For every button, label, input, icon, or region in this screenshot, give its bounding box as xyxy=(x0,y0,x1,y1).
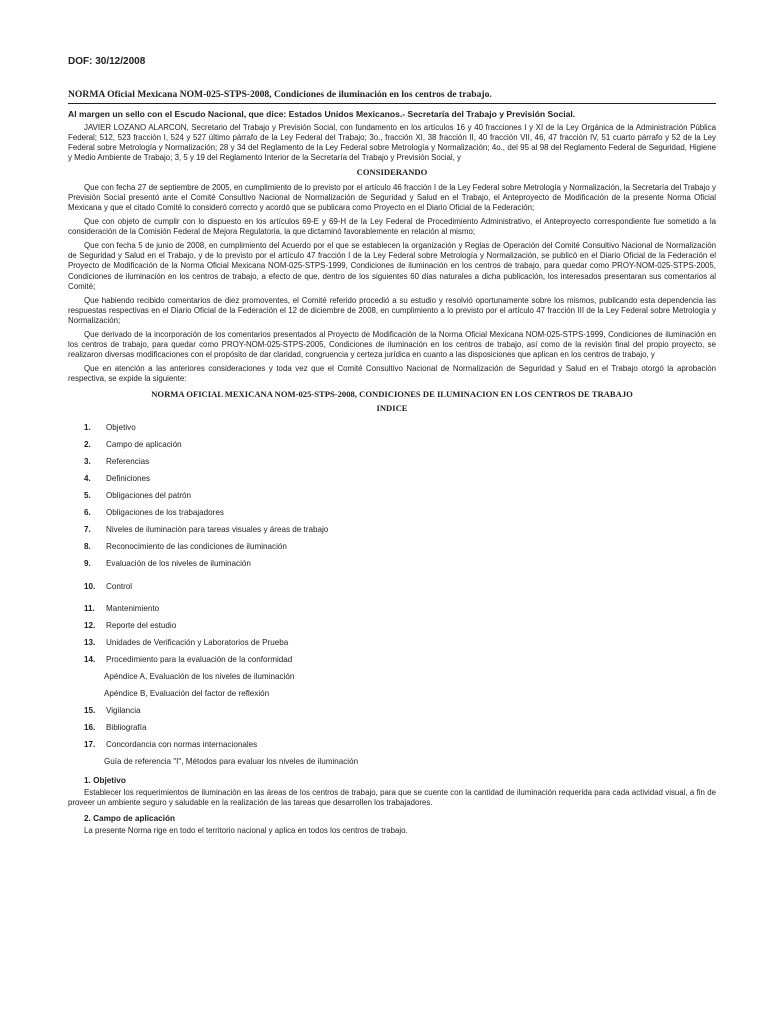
considerando-heading: CONSIDERANDO xyxy=(356,167,428,178)
index-item-number: 6. xyxy=(84,508,91,518)
index-item-number: 2. xyxy=(84,440,91,450)
intro-paragraph: JAVIER LOZANO ALARCON, Secretario del Trabajo y Previsión Social, con fundamento en los artículos 16 y 40 fracciones I y XI de la Ley Orgánica de la Administración Pública Federal; 512, 523 fracción I, 524 y 527 último párrafo de la Ley Federal del Trabajo; 3o., fracción XI, 38 fracción II, 40 fracción VII, 46, 47 fracción IV, 51 cuarto párrafo y 52 de la Ley Federal sobre Metrología y Normalización; 28 y 34 del Reglamento de la Ley Federal sobre Metrología y Normalización; 4o., del 95 al 98 del Reglamento Federal de Seguridad, Higiene y Medio Ambiente de Trabajo; 3, 5 y 19 del Reglamento Interior de la Secretaría del Trabajo y Previsión Social, y xyxy=(68,122,716,163)
index-item-label: Procedimiento para la evaluación de la conformidad xyxy=(106,655,293,665)
considerando-paragraph: Que con objeto de cumplir con lo dispuesto en los artículos 69-E y 69-H de la Ley Federal de Procedimiento Administrativo, el Anteproyecto correspondiente fue sometido a la consideración de la Comisión Federal de Mejora Regulatoria, la que dictaminó favorablemente en relación al mismo; xyxy=(68,216,716,237)
index-item-number: 1. xyxy=(84,423,91,433)
index-item xyxy=(68,487,716,504)
index-item-number: 9. xyxy=(84,559,91,569)
index-item-number: 5. xyxy=(84,491,91,501)
index-item xyxy=(68,651,716,668)
index-item xyxy=(68,504,716,521)
index-item-label: Referencias xyxy=(106,457,150,467)
index-item xyxy=(68,555,716,572)
norma-heading: NORMA OFICIAL MEXICANA NOM-025-STPS-2008, CONDICIONES DE ILUMINACION EN LOS CENTROS DE TRABAJO xyxy=(151,388,633,399)
index-item-number: 15. xyxy=(84,706,96,716)
index-item-label: Concordancia con normas internacionales xyxy=(106,740,258,750)
index-item xyxy=(68,538,716,555)
considerando-paragraph: Que derivado de la incorporación de los comentarios presentados al Proyecto de Modificación de la Norma Oficial Mexicana NOM-025-STPS-1999, Condiciones de iluminación en los centros de trabajo, para quedar como PROY-NOM-025-STPS-2005, Condiciones de iluminación en los centros de trabajo, así como de la revisión final del propio proyecto, se realizaron diversas modificaciones con el propósito de dar claridad, congruencia y certeza jurídica en cuanto a las disposiciones que aplican en los centros de trabajo, y xyxy=(68,330,716,360)
section-title-campo: 2. Campo de aplicación xyxy=(84,814,175,824)
index-subitem-label: Guía de referencia "I", Métodos para evaluar los niveles de iluminación xyxy=(104,757,359,767)
section-body-objetivo: Establecer los requerimientos de iluminación en las áreas de los centros de trabajo, para que se cuente con la cantidad de iluminación requerida para cada actividad visual, a fin de proveer un ambiente seguro y saludable en la realización de las tareas que desarrollen los trabajadores. xyxy=(68,788,716,808)
index-item-label: Unidades de Verificación y Laboratorios de Prueba xyxy=(106,638,289,648)
index-item-label: Definiciones xyxy=(106,474,151,484)
index-subitem xyxy=(68,753,716,770)
index-item-label: Vigilancia xyxy=(106,706,141,716)
index-item-label: Mantenimiento xyxy=(106,604,160,614)
dof-date: DOF: 30/12/2008 xyxy=(68,56,146,67)
considerando-paragraph: Que con fecha 27 de septiembre de 2005, en cumplimiento de lo previsto por el artículo 46 fracción I de la Ley Federal sobre Metrología y Normalización, la Secretaría del Trabajo y Previsión Social presentó ante el Comité Consultivo Nacional de Normalización de Seguridad y Salud en el Trabajo, el Anteproyecto de Modificación de la presente Norma Oficial Mexicana y que el citado Comité lo consideró correcto y acordó que se publicara como Proyecto en el Diario Oficial de la Federación; xyxy=(68,182,716,212)
index-item-number: 10. xyxy=(84,581,96,591)
considerando-paragraph: Que con fecha 5 de junio de 2008, en cumplimiento del Acuerdo por el que se establecen la organización y Reglas de Operación del Comité Consultivo Nacional de Normalización de Seguridad y Salud en el Trabajo, y de lo previsto por el artículo 47 fracción I de la Ley Federal sobre Metrología y Normalización, se publicó en el Diario Oficial de la Federación el Proyecto de Modificación de la Norma Oficial Mexicana NOM-025-STPS-1999, Condiciones de iluminación en los centros de trabajo, para quedar como PROY-NOM-025-STPS-2005, Condiciones de iluminación en los centros de trabajo, a efecto de que, dentro de los siguientes 60 días naturales a dicha publicación, los interesados presentaran sus comentarios al Comité; xyxy=(68,241,716,291)
index-item-number: 4. xyxy=(84,474,91,484)
index-item-label: Reporte del estudio xyxy=(106,621,177,631)
index-item xyxy=(68,702,716,719)
indice-heading: INDICE xyxy=(376,402,408,413)
document-title: NORMA Oficial Mexicana NOM-025-STPS-2008, Condiciones de iluminación en los centros de trabajo. xyxy=(68,89,716,104)
index-item-label: Reconocimiento de las condiciones de iluminación xyxy=(106,542,287,552)
index-item-number: 8. xyxy=(84,542,91,552)
considerando-paragraph: Que habiendo recibido comentarios de diez promoventes, el Comité referido procedió a su estudio y resolvió oportunamente sobre los mismos, publicando esta dependencia las respuestas respectivas en el Diario Oficial de la Federación el 12 de diciembre de 2008, en cumplimiento a lo previsto por el artículo 47 fracción III de la Ley Federal sobre Metrología y Normalización; xyxy=(68,295,716,325)
index-item-number: 11. xyxy=(84,604,95,614)
index-item xyxy=(68,419,716,436)
index-item-label: Bibliografía xyxy=(106,723,147,733)
index-item xyxy=(68,436,716,453)
index-subitem xyxy=(68,668,716,685)
index-item-number: 16. xyxy=(84,723,96,733)
index-item-label: Evaluación de los niveles de iluminación xyxy=(106,559,251,569)
index-subitem xyxy=(68,685,716,702)
index-item-number: 7. xyxy=(84,525,91,535)
index-item-label: Niveles de iluminación para tareas visuales y áreas de trabajo xyxy=(106,525,329,535)
index-item xyxy=(68,736,716,753)
section-body-campo: La presente Norma rige en todo el territorio nacional y aplica en todos los centros de trabajo. xyxy=(84,826,408,836)
considerando-paragraph: Que en atención a las anteriores consideraciones y toda vez que el Comité Consultivo Nacional de Normalización de Seguridad y Salud en el Trabajo otorgó la aprobación respectiva, se expide la siguiente: xyxy=(68,364,716,384)
index-item-number: 17. xyxy=(84,740,96,750)
index-item xyxy=(68,617,716,634)
index-subitem-label: Apéndice A, Evaluación de los niveles de iluminación xyxy=(104,672,295,682)
index-item xyxy=(68,521,716,538)
index-item xyxy=(68,470,716,487)
index-item-label: Obligaciones de los trabajadores xyxy=(106,508,224,518)
index-item-number: 13. xyxy=(84,638,96,648)
index-item-number: 3. xyxy=(84,457,91,467)
index-list xyxy=(68,419,716,770)
index-item xyxy=(68,572,716,600)
index-subitem-label: Apéndice B, Evaluación del factor de reflexión xyxy=(104,689,270,699)
index-item-label: Objetivo xyxy=(106,423,136,433)
index-item xyxy=(68,453,716,470)
index-item xyxy=(68,634,716,651)
index-item-label: Control xyxy=(106,581,133,591)
index-item-label: Campo de aplicación xyxy=(106,440,182,450)
index-item-number: 12. xyxy=(84,621,96,631)
margin-seal-note: Al margen un sello con el Escudo Nacional, que dice: Estados Unidos Mexicanos.- Secretaría del Trabajo y Previsión Social. xyxy=(68,109,576,119)
index-item-number: 14. xyxy=(84,655,96,665)
index-item xyxy=(68,600,716,617)
section-title-objetivo: 1. Objetivo xyxy=(84,776,126,786)
index-item-label: Obligaciones del patrón xyxy=(106,491,192,501)
index-item xyxy=(68,719,716,736)
